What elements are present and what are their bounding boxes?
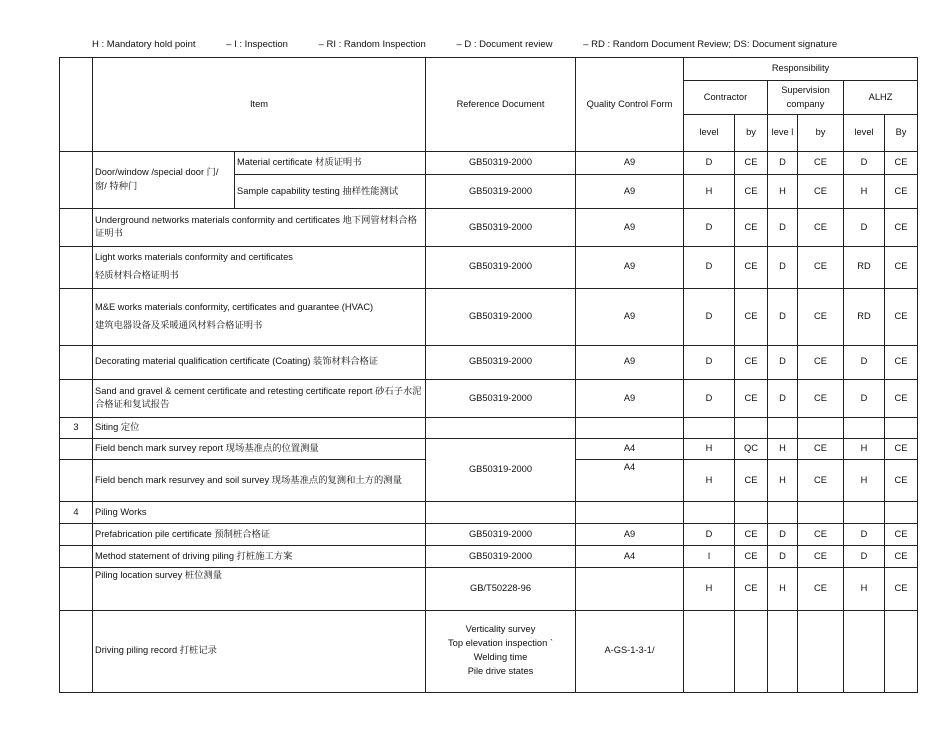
alhz-by: CE [885,546,918,568]
contractor-level: I [684,546,735,568]
item-description: Method statement of driving piling 打桩施工方案 [93,546,426,568]
supervision-level: H [768,568,798,610]
header-by: By [885,115,918,152]
legend [92,39,865,50]
alhz-by: CE [885,152,918,175]
table-row [60,568,918,610]
alhz-level: H [844,568,885,610]
supervision-by: CE [798,439,844,460]
header-supervision: Supervision company [768,81,844,115]
reference: GB50319-2000 [426,524,576,546]
supervision-level: D [768,152,798,175]
item-sub: Material certificate 材质证明书 [235,152,426,175]
table-row [60,546,918,568]
alhz-by: CE [885,439,918,460]
reference: GB50319-2000 [426,439,576,502]
alhz-by: CE [885,175,918,209]
alhz-level: D [844,209,885,246]
contractor-level: D [684,152,735,175]
section-number: 3 [60,418,93,439]
supervision-level: D [768,546,798,568]
contractor-by: CE [735,152,768,175]
qc-form: A9 [576,379,684,417]
contractor-by: CE [735,345,768,379]
legend-random-document-review: – RD : Random Document Review; DS: Document signature [583,39,838,50]
supervision-by: CE [798,209,844,246]
section-title: Piling Works [93,502,426,524]
supervision-level: D [768,345,798,379]
section-title: Siting 定位 [93,418,426,439]
item-description: Decorating material qualification certificate (Coating) 装饰材料合格证 [93,345,426,379]
alhz-by: CE [885,288,918,345]
qc-form: A9 [576,345,684,379]
qc-form: A4 [576,546,684,568]
contractor-by: CE [735,460,768,502]
table-row [60,288,918,345]
supervision-by: CE [798,546,844,568]
contractor-by: CE [735,546,768,568]
item-description: Field bench mark resurvey and soil survey 现场基准点的复测和土方的测量 [93,460,426,502]
supervision-level: D [768,288,798,345]
contractor-by: CE [735,568,768,610]
reference-line: Top elevation inspection ` [448,638,553,649]
reference-line: Pile drive states [467,666,534,677]
alhz-by: CE [885,246,918,288]
contractor-by: CE [735,524,768,546]
qc-form: A4 [576,460,684,502]
alhz-level: D [844,524,885,546]
table-row [60,379,918,417]
contractor-by: CE [735,288,768,345]
reference-line: Welding time [473,652,528,663]
qc-form: A9 [576,246,684,288]
contractor-level: H [684,568,735,610]
contractor-level: D [684,288,735,345]
reference: GB50319-2000 [426,152,576,175]
header-alhz: ALHZ [844,81,918,115]
item-description: Piling location survey 桩位测量 [93,568,426,610]
alhz-level: H [844,175,885,209]
alhz-level: RD [844,288,885,345]
contractor-by: CE [735,246,768,288]
contractor-level: D [684,524,735,546]
alhz-by: CE [885,379,918,417]
legend-hold-point: H : Mandatory hold point [92,39,196,50]
alhz-level: H [844,460,885,502]
contractor-level: D [684,345,735,379]
supervision-by: CE [798,345,844,379]
alhz-level: H [844,439,885,460]
reference: GB50319-2000 [426,345,576,379]
supervision-by: CE [798,246,844,288]
reference: GB50319-2000 [426,209,576,246]
header-by: by [798,115,844,152]
contractor-level: H [684,460,735,502]
alhz-level: D [844,152,885,175]
reference: GB50319-2000 [426,288,576,345]
header-responsibility: Responsibility [684,58,918,81]
supervision-by: CE [798,175,844,209]
item-description: Field bench mark survey report 现场基准点的位置测量 [93,439,426,460]
contractor-level: D [684,379,735,417]
header-item: Item [93,58,426,152]
header-level: level [844,115,885,152]
contractor-by: CE [735,379,768,417]
item-group: Door/window /special door 门/ 窗/ 特种门 [93,152,235,209]
supervision-level: D [768,209,798,246]
alhz-by: CE [885,209,918,246]
header-by: by [735,115,768,152]
supervision-level: H [768,439,798,460]
quality-control-table [59,57,918,693]
legend-inspection: – I : Inspection [226,39,288,50]
alhz-by: CE [885,568,918,610]
header-level: leve l [768,115,798,152]
supervision-level: D [768,246,798,288]
item-description: Driving piling record 打桩记录 [93,610,426,692]
alhz-level: D [844,345,885,379]
contractor-by: QC [735,439,768,460]
item-description [93,246,426,288]
table-row [60,439,918,460]
supervision-level: D [768,379,798,417]
table-row [60,209,918,246]
item-text-en: Light works materials conformity and certificates [95,252,293,263]
reference: GB50319-2000 [426,175,576,209]
qc-form: A9 [576,175,684,209]
table-row [60,246,918,288]
table-row [60,524,918,546]
item-description: Underground networks materials conformity and certificates 地下网管材料合格证明书 [93,209,426,246]
table-row [60,152,918,175]
header-qc-form: Quality Control Form [576,58,684,152]
table-row [60,610,918,692]
supervision-by: CE [798,288,844,345]
alhz-level: RD [844,246,885,288]
alhz-by: CE [885,345,918,379]
qc-form: A9 [576,209,684,246]
section-number: 4 [60,502,93,524]
item-description: Sand and gravel & cement certificate and retesting certificate report 砂石子水泥合格证和复试报告 [93,379,426,417]
supervision-by: CE [798,460,844,502]
header-contractor: Contractor [684,81,768,115]
supervision-level: H [768,460,798,502]
item-text-en: M&E works materials conformity, certificates and guarantee (HVAC) [95,301,374,312]
contractor-level: D [684,209,735,246]
header-level: level [684,115,735,152]
supervision-level: D [768,524,798,546]
reference: GB50319-2000 [426,379,576,417]
section-row [60,418,918,439]
item-text-cn: 轻质材料合格证明书 [95,270,179,281]
reference: GB50319-2000 [426,546,576,568]
section-row [60,502,918,524]
item-sub: Sample capability testing 抽样性能测试 [235,175,426,209]
contractor-level: H [684,175,735,209]
item-description: Prefabrication pile certificate 预制桩合格证 [93,524,426,546]
contractor-by: CE [735,209,768,246]
reference: GB50319-2000 [426,246,576,288]
supervision-by: CE [798,152,844,175]
contractor-level: H [684,439,735,460]
alhz-level: D [844,546,885,568]
supervision-level: H [768,175,798,209]
alhz-level: D [844,379,885,417]
reference-list [426,610,576,692]
contractor-by: CE [735,175,768,209]
contractor-level: D [684,246,735,288]
legend-random-inspection: – RI : Random Inspection [318,39,426,50]
alhz-by: CE [885,460,918,502]
legend-document-review: – D : Document review [456,39,553,50]
reference: GB/T50228-96 [426,568,576,610]
item-text-cn: 建筑电器设备及采暖通风材料合格证明书 [95,319,263,330]
supervision-by: CE [798,524,844,546]
qc-form: A9 [576,152,684,175]
header-row [60,58,918,81]
supervision-by: CE [798,379,844,417]
qc-form: A9 [576,524,684,546]
qc-form: A-GS-1-3-1/ [576,610,684,692]
table-row [60,345,918,379]
qc-form: A4 [576,439,684,460]
alhz-by: CE [885,524,918,546]
supervision-by: CE [798,568,844,610]
reference-line: Verticality survey [465,624,536,635]
header-reference: Reference Document [426,58,576,152]
qc-form: A9 [576,288,684,345]
item-description [93,288,426,345]
